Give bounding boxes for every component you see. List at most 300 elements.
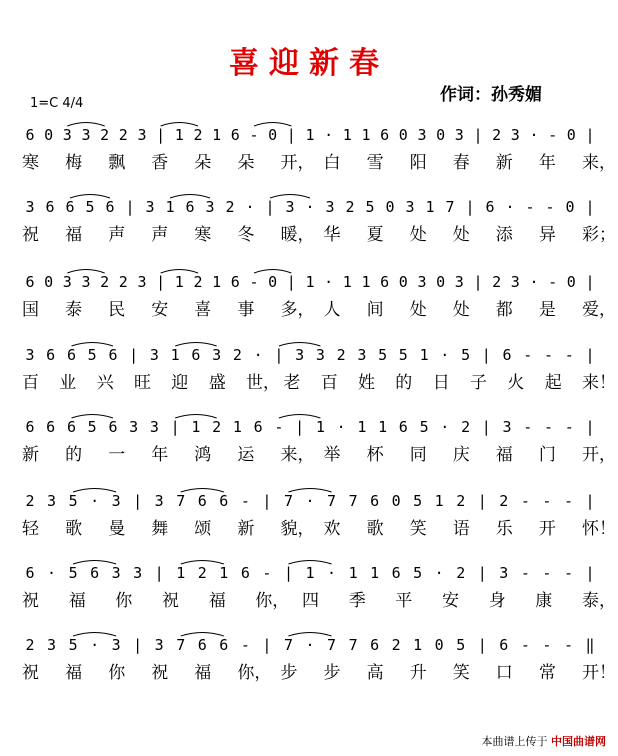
lyrics-line xyxy=(0,586,618,612)
note-token: 6 xyxy=(25,564,35,582)
lyric-char: 开！ xyxy=(582,663,616,683)
lyric-char: 兴 xyxy=(96,373,114,393)
lyric-char: 夏 xyxy=(366,225,384,245)
note-token: · xyxy=(529,126,539,144)
note-token: · xyxy=(505,198,515,216)
lyric-char: 冬 xyxy=(237,225,255,245)
note-token: 3 xyxy=(454,273,464,291)
lyric-char: 笑 xyxy=(409,519,427,539)
lyric-char: 梅 xyxy=(65,153,83,173)
note-token: 7 xyxy=(348,492,358,510)
lyric-char: 新 xyxy=(237,519,255,539)
barline: | xyxy=(129,346,139,364)
barline: | xyxy=(156,126,166,144)
note-token: 3 xyxy=(205,198,215,216)
note-token: 6 xyxy=(108,418,118,436)
lyric-char: 运 xyxy=(237,445,255,465)
note-token: 1 xyxy=(342,126,352,144)
barline: | xyxy=(262,636,272,654)
note-token: 0 xyxy=(566,126,576,144)
note-token: · xyxy=(324,126,334,144)
lyric-char: 都 xyxy=(495,300,513,320)
note-token: 6 xyxy=(66,418,77,436)
lyric-char: 曼 xyxy=(108,519,126,539)
lyrics-line xyxy=(0,220,618,246)
note-token: 1 xyxy=(191,418,201,436)
note-token: 0 xyxy=(385,198,395,216)
barline: | xyxy=(286,273,296,291)
note-token: - xyxy=(274,418,284,436)
note-token: 3 xyxy=(315,346,325,364)
barline: | xyxy=(585,198,595,216)
lyric-char: 来， xyxy=(280,445,315,465)
note-token: 1 xyxy=(174,126,184,144)
barline: | xyxy=(585,346,595,364)
note-token: 6 xyxy=(45,198,55,216)
lyric-char: 开， xyxy=(582,445,616,465)
note-token: 1 xyxy=(370,564,380,582)
note-token: 1 xyxy=(361,273,371,291)
lyric-char: 身 xyxy=(488,591,506,611)
note-token: · xyxy=(305,198,315,216)
note-token: 0 xyxy=(436,126,446,144)
note-token: 6 xyxy=(398,418,408,436)
lyric-char: 同 xyxy=(409,445,427,465)
lyric-char: 年 xyxy=(151,445,169,465)
notes-line xyxy=(0,484,618,518)
lyric-char: 你， xyxy=(237,663,272,683)
lyrics-line xyxy=(0,514,618,540)
lyric-char: 喜 xyxy=(194,300,212,320)
lyrics-line xyxy=(0,295,618,321)
note-token: 3 xyxy=(46,492,57,510)
note-token: 3 xyxy=(510,273,520,291)
barline: | xyxy=(585,492,595,510)
lyric-char: 百 xyxy=(22,373,39,393)
note-token: - xyxy=(543,346,554,364)
note-token: - xyxy=(525,198,535,216)
lyric-char: 一 xyxy=(108,445,126,465)
barline: | xyxy=(262,492,272,510)
note-token: - xyxy=(564,418,574,436)
barline: | xyxy=(274,346,284,364)
note-token: - xyxy=(520,636,530,654)
note-token: · xyxy=(245,198,255,216)
note-token: 1 xyxy=(305,273,315,291)
barline: | xyxy=(585,273,595,291)
note-token: 3 xyxy=(81,273,91,291)
note-token: 0 xyxy=(44,273,54,291)
note-token: 6 xyxy=(380,126,390,144)
lyric-char: 旺 xyxy=(134,373,151,393)
lyric-char: 歌 xyxy=(366,519,384,539)
lyric-char: 老 xyxy=(283,373,301,393)
note-token: 3 xyxy=(454,126,464,144)
lyric-char: 新 xyxy=(495,153,513,173)
lyric-char: 盛 xyxy=(208,373,226,393)
note-token: · xyxy=(434,564,444,582)
note-token: 0 xyxy=(566,273,576,291)
note-token: - xyxy=(520,492,530,510)
lyric-char: 福 xyxy=(194,663,212,683)
note-token: 6 xyxy=(230,126,240,144)
note-token: 3 xyxy=(111,564,121,582)
lyric-char: 雪 xyxy=(366,153,384,173)
note-token: 3 xyxy=(417,273,427,291)
lyric-char: 语 xyxy=(452,519,470,539)
note-token: 3 xyxy=(154,492,164,510)
note-token: 0 xyxy=(565,198,575,216)
lyric-char: 起 xyxy=(544,373,562,393)
lyric-char: 祝 xyxy=(22,663,39,683)
note-token: - xyxy=(262,564,272,582)
note-token: 2 xyxy=(100,273,110,291)
barline: | xyxy=(481,346,491,364)
note-token: 5 xyxy=(398,346,408,364)
note-token: 2 xyxy=(25,492,35,510)
lyrics-line xyxy=(0,658,618,684)
note-token: 6 xyxy=(197,492,207,510)
lyric-char: 颂 xyxy=(194,519,212,539)
note-token: 3 xyxy=(417,126,427,144)
lyric-char: 朵 xyxy=(237,153,255,173)
lyric-char: 你， xyxy=(255,591,290,611)
note-token: 2 xyxy=(336,346,346,364)
lyric-char: 门 xyxy=(538,445,556,465)
note-token: - xyxy=(542,636,552,654)
lyric-char: 欢 xyxy=(323,519,341,539)
barline: | xyxy=(473,273,483,291)
note-token: 1 xyxy=(315,418,325,436)
note-token: 1 xyxy=(305,564,315,582)
note-token: · xyxy=(90,636,100,654)
note-token: · xyxy=(326,564,337,582)
lyric-char: 世， xyxy=(246,373,280,393)
note-token: 5 xyxy=(68,564,78,582)
lyric-char: 轻 xyxy=(22,519,39,539)
lyric-char: 百 xyxy=(320,373,338,393)
lyric-char: 歌 xyxy=(65,519,83,539)
note-token: 3 xyxy=(510,126,520,144)
lyric-char: 祝 xyxy=(151,663,169,683)
note-token: 7 xyxy=(283,636,294,654)
note-token: 3 xyxy=(133,564,143,582)
lyric-char: 庆 xyxy=(452,445,470,465)
note-token: 3 xyxy=(129,418,139,436)
note-token: 5 xyxy=(68,492,78,510)
notes-line xyxy=(0,338,618,372)
barline: | xyxy=(125,198,135,216)
note-token: 3 xyxy=(62,126,72,144)
note-token: 2 xyxy=(100,126,110,144)
footer-text: 本曲谱上传于 xyxy=(481,735,548,748)
note-token: 5 xyxy=(413,564,423,582)
lyric-char: 来！ xyxy=(582,373,616,393)
note-token: 1 xyxy=(232,418,242,436)
lyric-char: 升 xyxy=(409,663,427,683)
lyric-char: 国 xyxy=(22,300,39,320)
note-token: 6 xyxy=(105,198,115,216)
note-token: 1 xyxy=(212,126,222,144)
lyric-char: 安 xyxy=(442,591,459,611)
note-token: 1 xyxy=(357,418,367,436)
lyric-char: 彩； xyxy=(582,225,616,245)
note-token: 1 xyxy=(419,346,429,364)
note-token: 6 xyxy=(65,198,75,216)
note-token: - xyxy=(564,346,574,364)
note-token: - xyxy=(548,126,558,144)
note-token: 1 xyxy=(165,198,175,216)
notes-line xyxy=(0,118,618,152)
score-row xyxy=(0,484,618,554)
key-signature: 1=C 4/4 xyxy=(30,96,84,111)
note-token: 3 xyxy=(149,346,159,364)
lyric-char: 添 xyxy=(495,225,513,245)
note-token: 1 xyxy=(212,273,222,291)
note-token: 1 xyxy=(425,198,435,216)
notes-line xyxy=(0,265,618,299)
note-token: · xyxy=(305,636,315,654)
notes-line xyxy=(0,190,618,224)
note-token: 2 xyxy=(345,198,355,216)
note-token: 3 xyxy=(137,126,147,144)
note-token: 5 xyxy=(419,418,429,436)
note-token: 2 xyxy=(212,418,222,436)
lyric-char: 杯 xyxy=(366,445,384,465)
note-token: 2 xyxy=(197,564,207,582)
barline: | xyxy=(585,418,595,436)
barline: | xyxy=(133,636,143,654)
note-token: 2 xyxy=(391,636,401,654)
note-token: 1 xyxy=(170,346,180,364)
note-token: 6 xyxy=(25,418,35,436)
lyric-char: 步 xyxy=(323,663,341,683)
note-token: · xyxy=(324,273,334,291)
lyric-char: 鸿 xyxy=(194,445,212,465)
lyric-char: 福 xyxy=(65,663,83,683)
note-token: 6 xyxy=(499,636,509,654)
lyric-char: 声 xyxy=(151,225,169,245)
barline: | xyxy=(465,198,475,216)
note-token: 7 xyxy=(283,492,294,510)
lyric-char: 举 xyxy=(323,445,341,465)
note-token: 6 xyxy=(90,564,100,582)
note-token: 2 xyxy=(456,492,466,510)
note-token: 5 xyxy=(87,346,97,364)
note-token: 2 xyxy=(232,346,242,364)
lyric-char: 平 xyxy=(395,591,413,611)
note-token: - xyxy=(520,564,530,582)
lyric-char: 来， xyxy=(582,153,616,173)
note-token: 3 xyxy=(325,198,335,216)
note-token: 6 xyxy=(219,636,229,654)
note-token: 1 xyxy=(413,636,423,654)
note-token: 6 xyxy=(230,273,240,291)
site-logo: 中国曲谱网 xyxy=(551,735,606,748)
lyric-char: 祝 xyxy=(22,225,39,245)
note-token: - xyxy=(563,492,574,510)
score-row xyxy=(0,556,618,626)
note-token: 3 xyxy=(154,636,164,654)
note-token: 6 xyxy=(240,564,250,582)
lyric-char: 的 xyxy=(395,373,413,393)
note-token: · xyxy=(440,346,450,364)
barline: | xyxy=(156,273,166,291)
lyric-char: 白 xyxy=(323,153,341,173)
lyric-char: 舞 xyxy=(151,519,169,539)
note-token: 3 xyxy=(405,198,415,216)
note-token: 3 xyxy=(285,198,295,216)
lyric-char: 的 xyxy=(65,445,83,465)
note-token: - xyxy=(548,273,558,291)
score-row xyxy=(0,338,618,408)
note-token: 3 xyxy=(357,346,367,364)
lyric-char: 声 xyxy=(108,225,126,245)
note-token: 6 xyxy=(197,636,207,654)
note-token: 2 xyxy=(118,273,128,291)
score-row xyxy=(0,628,618,698)
note-token: 6 xyxy=(108,346,118,364)
note-token: 6 xyxy=(502,346,512,364)
lyric-char: 你 xyxy=(108,663,126,683)
note-token: · xyxy=(305,492,315,510)
score-row xyxy=(0,190,618,260)
note-token: 3 xyxy=(81,126,91,144)
lyric-char: 你 xyxy=(115,591,133,611)
note-token: 1 xyxy=(378,418,388,436)
note-token: 7 xyxy=(326,492,337,510)
note-token: - xyxy=(523,418,533,436)
lyric-char: 年 xyxy=(538,153,556,173)
note-token: 7 xyxy=(326,636,337,654)
note-token: 0 xyxy=(398,126,408,144)
note-token: 5 xyxy=(413,492,423,510)
note-token: 1 xyxy=(342,273,352,291)
notes-line xyxy=(0,556,618,590)
note-token: 1 xyxy=(361,126,371,144)
note-token: 0 xyxy=(398,273,408,291)
barline: | xyxy=(477,636,487,654)
note-token: 6 xyxy=(25,126,35,144)
lyric-char: 处 xyxy=(409,225,427,245)
lyric-char: 康 xyxy=(535,591,553,611)
barline: | xyxy=(477,564,487,582)
lyric-char: 民 xyxy=(108,300,126,320)
lyric-char: 日 xyxy=(432,373,450,393)
barline: | xyxy=(481,418,491,436)
note-token: 1 xyxy=(434,492,444,510)
lyric-char: 香 xyxy=(151,153,169,173)
note-token: 6 xyxy=(46,346,56,364)
note-token: 3 xyxy=(295,346,305,364)
note-token: 2 xyxy=(225,198,235,216)
lyric-char: 异 xyxy=(538,225,556,245)
barline: | xyxy=(283,564,294,582)
note-token: - xyxy=(542,564,552,582)
note-token: 0 xyxy=(268,126,278,144)
note-token: · xyxy=(529,273,539,291)
lyric-char: 常 xyxy=(538,663,556,683)
score-row xyxy=(0,265,618,335)
lyric-char: 祝 xyxy=(22,591,39,611)
note-token: 2 xyxy=(499,492,509,510)
note-token: 7 xyxy=(348,636,358,654)
note-token: - xyxy=(523,346,533,364)
note-token: 2 xyxy=(25,636,35,654)
lyric-char: 间 xyxy=(366,300,384,320)
note-token: 1 xyxy=(174,273,184,291)
note-token: 3 xyxy=(62,273,72,291)
note-token: 3 xyxy=(25,346,35,364)
notes-line xyxy=(0,410,618,444)
note-token: 6 xyxy=(25,273,35,291)
barline: | xyxy=(133,492,143,510)
lyric-char: 是 xyxy=(538,300,556,320)
note-token: 3 xyxy=(137,273,147,291)
note-token: 0 xyxy=(434,636,444,654)
note-token: 1 xyxy=(176,564,186,582)
barline: ‖ xyxy=(585,636,595,654)
lyric-char: 爱， xyxy=(582,300,616,320)
note-token: 3 xyxy=(499,564,509,582)
note-token: - xyxy=(545,198,555,216)
note-token: 5 xyxy=(456,636,466,654)
note-token: 6 xyxy=(485,198,495,216)
note-token: 3 xyxy=(46,636,57,654)
note-token: - xyxy=(542,492,552,510)
note-token: 1 xyxy=(219,564,229,582)
note-token: · xyxy=(440,418,450,436)
barline: | xyxy=(286,126,296,144)
note-token: - xyxy=(543,418,554,436)
note-token: 5 xyxy=(365,198,375,216)
lyrics-line xyxy=(0,368,618,394)
note-token: · xyxy=(253,346,263,364)
note-token: 7 xyxy=(445,198,455,216)
lyric-char: 福 xyxy=(208,591,226,611)
lyric-char: 高 xyxy=(366,663,384,683)
lyric-char: 火 xyxy=(507,373,525,393)
lyric-char: 处 xyxy=(409,300,427,320)
lyric-char: 处 xyxy=(452,225,470,245)
barline: | xyxy=(477,492,487,510)
note-token: 2 xyxy=(492,126,502,144)
note-token: 6 xyxy=(66,346,77,364)
lyric-char: 怀！ xyxy=(582,519,616,539)
barline: | xyxy=(585,564,595,582)
note-token: 5 xyxy=(68,636,78,654)
lyric-char: 口 xyxy=(495,663,513,683)
lyric-char: 福 xyxy=(495,445,513,465)
note-token: 0 xyxy=(268,273,278,291)
note-token: 6 xyxy=(253,418,263,436)
barline: | xyxy=(585,126,595,144)
note-token: 0 xyxy=(44,126,54,144)
note-token: 2 xyxy=(456,564,466,582)
lyric-char: 人 xyxy=(323,300,341,320)
note-token: 6 xyxy=(46,418,56,436)
note-token: 3 xyxy=(111,636,121,654)
barline: | xyxy=(473,126,483,144)
note-token: 6 xyxy=(370,636,380,654)
note-token: - xyxy=(240,636,250,654)
note-token: 3 xyxy=(502,418,512,436)
note-token: - xyxy=(563,636,574,654)
lyric-char: 暖， xyxy=(280,225,315,245)
lyric-char: 子 xyxy=(470,373,487,393)
note-token: 0 xyxy=(436,273,446,291)
note-token: · xyxy=(46,564,57,582)
